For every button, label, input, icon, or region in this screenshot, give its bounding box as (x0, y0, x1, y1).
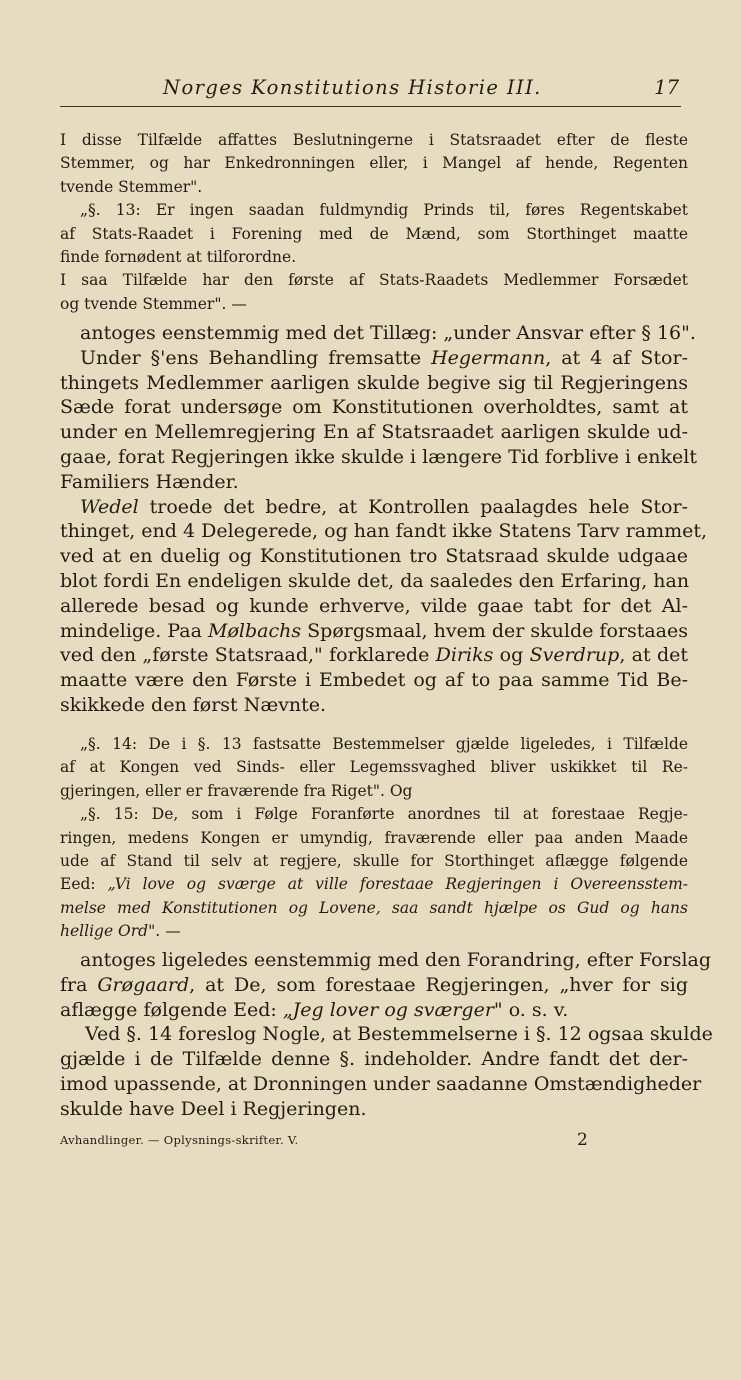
quoted-articles-14-15 (60, 733, 688, 944)
oath-text: hellige Ord" (60, 922, 156, 941)
person-name: Hegermann (431, 346, 546, 369)
text-line: tvende Stemmer". (60, 177, 203, 196)
text-line: Sæde forat undersøge om Konstitutionen overholdtes, samt at (60, 396, 688, 419)
text-line: allerede besad og kunde erhverve, vilde gaae tabt for det Al- (60, 594, 688, 617)
text-line: gjeringen, eller er fraværende fra Riget". Og (60, 781, 413, 800)
text-line: thingets Medlemmer aarligen skulde begive sig til Regjeringens (60, 371, 688, 394)
running-title: Norges Konstitutions Historie III. (163, 76, 542, 99)
text-line: ved den „første Statsraad," forklarede Diriks og Sverdrup, at det (60, 644, 688, 667)
person-name: Wedel (80, 495, 139, 518)
text-line: fra Grøgaard, at De, som forestaae Regjeringen, „hver for sig (60, 973, 688, 996)
oath-text: „Jeg lover og sværger" (282, 998, 503, 1021)
text-line (60, 897, 688, 920)
text-line: „§. 13: Er ingen saadan fuldmyndig Prinds til, føres Regentskabet (80, 201, 688, 220)
oath-text: „Vi love og sværge at ville forestaae Regjeringen i Overeensstem- (107, 875, 689, 894)
text-line: aflægge følgende Eed: „Jeg lover og sværger" o. s. v. (60, 998, 569, 1021)
text-line: Under §'ens Behandling fremsatte Hegermann, at 4 af Stor- (80, 346, 688, 369)
person-name: Diriks (435, 644, 494, 667)
text-line: ved at en duelig og Konstitutionen tro Statsraad skulde udgaae (60, 545, 688, 568)
text-line: blot fordi En endeligen skulde det, da saaledes den Erfaring, han (60, 569, 690, 592)
text-line: og tvende Stemmer". — (60, 294, 247, 313)
page-number: 17 (654, 76, 679, 99)
text-line: ringen, medens Kongen er umyndig, fraværende eller paa anden Maade (60, 828, 688, 847)
text-line: skulde have Deel i Regjeringen. (60, 1097, 367, 1120)
text-line: Familiers Hænder. (60, 470, 239, 493)
text-line: I saa Tilfælde har den første af Stats-Raadets Medlemmer Forsædet (60, 271, 688, 290)
quoted-article-12 (60, 129, 688, 316)
text-line: ude af Stand til selv at regjere, skulle for Storthinget aflægge følgende (60, 852, 688, 871)
oath-text: melse med Konstitutionen og Lovene, saa sandt hjælpe os Gud og hans (60, 898, 688, 917)
text-line: „§. 14: De i §. 13 fastsatte Bestemmelser gjælde ligeledes, i Tilfælde (80, 735, 688, 753)
text-line: antoges eenstemmig med det Tillæg: „under Ansvar efter § 16". (80, 322, 696, 344)
text-line: under en Mellemregjering En af Statsraadet aarligen skulde ud- (60, 421, 688, 444)
text-line: hellige Ord". — (60, 922, 181, 941)
discussion-paragraph-2 (60, 948, 713, 1122)
person-name: Sverdrup (529, 644, 620, 667)
text-line: I disse Tilfælde affattes Beslutningerne i Statsraadet efter de fleste (60, 131, 688, 149)
text-line: af Stats-Raadet i Forening med de Mænd, som Storthinget maatte (60, 224, 688, 243)
text-line: Wedel troede det bedre, at Kontrollen paalagdes hele Stor- (80, 495, 688, 518)
running-header (60, 76, 681, 107)
person-name: Grøgaard (97, 973, 190, 996)
text-line: Stemmer, og har Enkedronningen eller, i Mangel af hende, Regenten (60, 154, 688, 173)
discussion-paragraph-1 (60, 321, 708, 718)
text-line: antoges ligeledes eenstemmig med den Forandring, efter Forslag (80, 949, 712, 971)
text-line: af at Kongen ved Sinds- eller Legemssvaghed bliver uskikket til Re- (60, 758, 688, 777)
signature-mark: 2 (577, 1130, 588, 1150)
text-line: imod upassende, at Dronningen under saadanne Omstændigheder (60, 1072, 702, 1095)
text-line: maatte være den Første i Embedet og af to paa samme Tid Be- (60, 669, 688, 692)
text-line: mindelige. Paa Mølbachs Spørgsmaal, hvem der skulde forstaaes (60, 619, 689, 642)
text-line: gaae, forat Regjeringen ikke skulde i længere Tid forblive i enkelt (60, 445, 698, 468)
text-line: gjælde i de Tilfælde denne §. indeholder. Andre fandt det der- (60, 1048, 688, 1071)
text-line: skikkede den først Nævnte. (60, 693, 327, 716)
text-line: Ved §. 14 foreslog Nogle, at Bestemmelserne i §. 12 ogsaa skulde (85, 1023, 713, 1046)
text-line: thinget, end 4 Delegerede, og han fandt ikke Statens Tarv rammet, (60, 520, 708, 543)
person-name: Mølbachs (208, 619, 302, 642)
footer-note: Avhandlinger. — Oplysnings-skrifter. V. (60, 1133, 299, 1147)
text-line: Eed: „Vi love og sværge at ville forestaae Regjeringen i Overeensstem- (60, 875, 689, 894)
text-line: finde fornødent at tilforordne. (60, 248, 297, 267)
text-line: „§. 15: De, som i Følge Foranførte anordnes til at forestaae Regje- (80, 805, 688, 824)
